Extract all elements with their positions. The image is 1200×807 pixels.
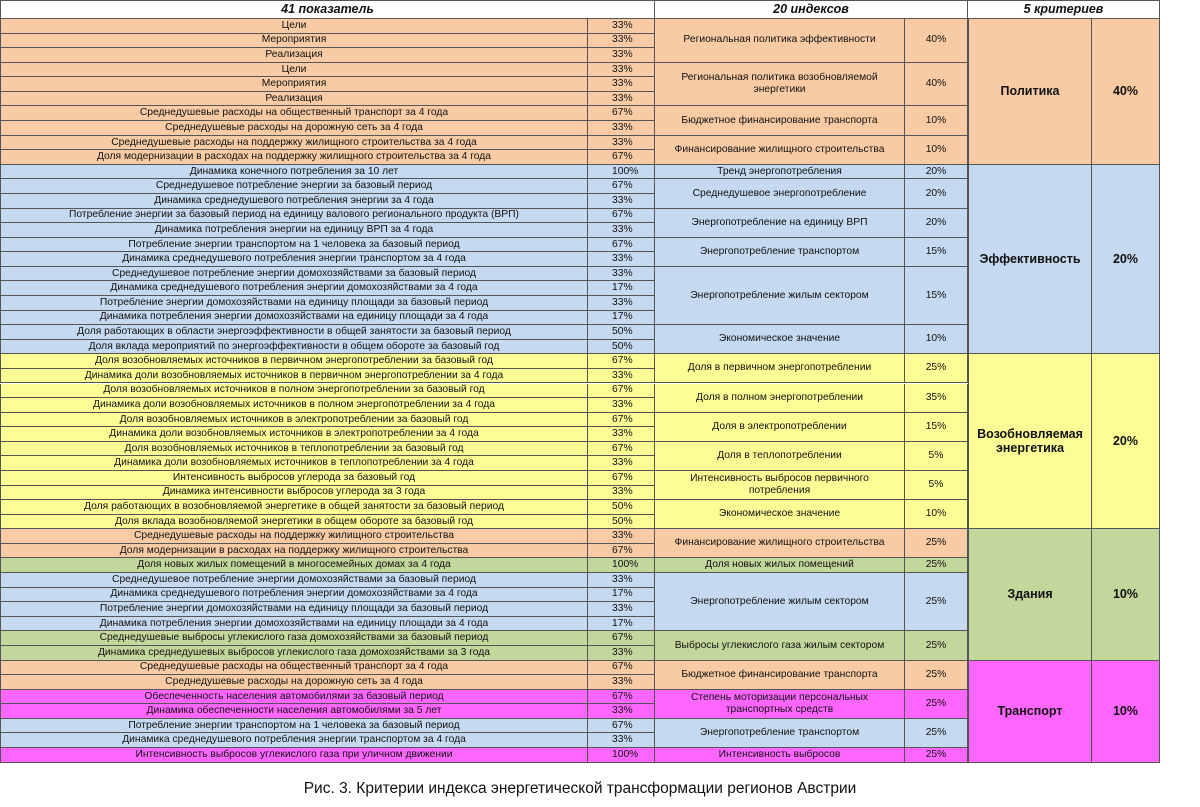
index-weight: 25% (905, 573, 968, 631)
indicator-weight: 33% (588, 646, 655, 661)
index-label: Доля в электропотреблении (655, 413, 905, 442)
indicator-weight: 33% (588, 704, 655, 719)
index-label: Региональная политика эффективности (655, 19, 905, 63)
index-weight: 20% (905, 165, 968, 180)
index-label: Энергопотребление на единицу ВРП (655, 209, 905, 238)
indicator-weight: 67% (588, 442, 655, 457)
indicator-label: Доля вклада мероприятий по энергоэффективности в общем обороте за базовый год (0, 340, 588, 355)
indicator-weight: 33% (588, 398, 655, 413)
index-label: Интенсивность выбросов первичного потребления (655, 471, 905, 500)
indicator-weight: 67% (588, 661, 655, 676)
index-weight: 15% (905, 267, 968, 325)
indicator-weight: 67% (588, 238, 655, 253)
indicator-label: Среднедушевое потребление энергии домохозяйствами за базовый период (0, 267, 588, 282)
indicator-weight: 33% (588, 252, 655, 267)
index-weight: 10% (905, 136, 968, 165)
index-weight: 10% (905, 325, 968, 354)
indicator-weight: 33% (588, 267, 655, 282)
indicator-weight: 100% (588, 165, 655, 180)
index-weight: 25% (905, 631, 968, 660)
indicator-weight: 33% (588, 121, 655, 136)
index-weight: 10% (905, 106, 968, 135)
indicator-weight: 17% (588, 281, 655, 296)
indicator-label: Потребление энергии домохозяйствами на единицу площади за базовый период (0, 602, 588, 617)
header-indicators: 41 показатель (0, 0, 655, 19)
indicator-label: Динамика потребления энергии домохозяйствами на единицу площади за 4 года (0, 617, 588, 632)
indicator-weight: 33% (588, 48, 655, 63)
criterion-label: Политика (968, 19, 1092, 165)
indicator-label: Среднедушевые расходы на поддержку жилищного строительства (0, 529, 588, 544)
index-label: Бюджетное финансирование транспорта (655, 106, 905, 135)
indicator-label: Доля модернизации в расходах на поддержку жилищного строительства за 4 года (0, 150, 588, 165)
indicator-label: Динамика конечного потребления за 10 лет (0, 165, 588, 180)
index-weight: 15% (905, 238, 968, 267)
index-label: Доля в первичном энергопотреблении (655, 354, 905, 383)
index-label: Региональная политика возобновляемой энергетики (655, 63, 905, 107)
indicator-weight: 100% (588, 558, 655, 573)
indicator-label: Потребление энергии транспортом на 1 человека за базовый период (0, 719, 588, 734)
indicator-label: Динамика среднедушевого потребления энергии домохозяйствами за 4 года (0, 281, 588, 296)
index-label: Доля в теплопотреблении (655, 442, 905, 471)
index-weight: 25% (905, 748, 968, 763)
indicator-label: Обеспеченность населения автомобилями за базовый период (0, 690, 588, 705)
indicator-weight: 33% (588, 34, 655, 49)
indicator-label: Динамика обеспеченности населения автомобилями за 5 лет (0, 704, 588, 719)
indicator-label: Интенсивность выбросов углерода за базовый год (0, 471, 588, 486)
indicator-label: Интенсивность выбросов углекислого газа при уличном движении (0, 748, 588, 763)
indicator-weight: 33% (588, 77, 655, 92)
indicator-weight: 33% (588, 19, 655, 34)
index-label: Экономическое значение (655, 500, 905, 529)
indicator-weight: 50% (588, 500, 655, 515)
indicator-label: Динамика доли возобновляемых источников в первичном энергопотреблении за 4 года (0, 369, 588, 384)
indicator-label: Динамика среднедушевого потребления энергии за 4 года (0, 194, 588, 209)
criterion-label: Транспорт (968, 661, 1092, 763)
index-label: Финансирование жилищного строительства (655, 136, 905, 165)
index-weight: 25% (905, 690, 968, 719)
indicator-label: Среднедушевые выбросы углекислого газа домохозяйствами за базовый период (0, 631, 588, 646)
index-weight: 25% (905, 529, 968, 558)
indicator-label: Доля новых жилых помещений в многосемейных домах за 4 года (0, 558, 588, 573)
indicator-weight: 33% (588, 733, 655, 748)
indicator-weight: 17% (588, 588, 655, 603)
indicator-weight: 67% (588, 413, 655, 428)
indicator-label: Динамика среднедушевого потребления энергии транспортом за 4 года (0, 733, 588, 748)
indicator-weight: 33% (588, 194, 655, 209)
index-label: Энергопотребление жилым сектором (655, 267, 905, 325)
indicator-label: Динамика среднедушевых выбросов углекислого газа домохозяйствами за 3 года (0, 646, 588, 661)
indicator-weight: 50% (588, 340, 655, 355)
index-label: Финансирование жилищного строительства (655, 529, 905, 558)
indicator-weight: 67% (588, 690, 655, 705)
indicator-label: Доля вклада возобновляемой энергетики в общем обороте за базовый год (0, 515, 588, 530)
indicator-label: Динамика интенсивности выбросов углерода за 3 года (0, 486, 588, 501)
index-weight: 40% (905, 19, 968, 63)
indicator-label: Потребление энергии домохозяйствами на единицу площади за базовый период (0, 296, 588, 311)
indicator-label: Доля возобновляемых источников в первичном энергопотреблении за базовый год (0, 354, 588, 369)
indicator-weight: 67% (588, 471, 655, 486)
indicator-label: Среднедушевое потребление энергии за базовый период (0, 179, 588, 194)
index-label: Бюджетное финансирование транспорта (655, 661, 905, 690)
indicator-weight: 33% (588, 427, 655, 442)
indicator-weight: 67% (588, 354, 655, 369)
indicator-weight: 33% (588, 573, 655, 588)
criterion-label: Эффективность (968, 165, 1092, 355)
indicator-label: Цели (0, 63, 588, 78)
index-label: Доля новых жилых помещений (655, 558, 905, 573)
index-weight: 5% (905, 471, 968, 500)
indicator-label: Потребление энергии за базовый период на единицу валового регионального продукта (ВРП) (0, 209, 588, 224)
indicator-weight: 33% (588, 63, 655, 78)
header-criteria: 5 критериев (968, 0, 1160, 19)
indicator-label: Среднедушевые расходы на дорожную сеть за 4 года (0, 675, 588, 690)
indicator-label: Мероприятия (0, 34, 588, 49)
criterion-label: Возобновляемая энергетика (968, 354, 1092, 529)
indicator-weight: 67% (588, 179, 655, 194)
indicator-weight: 33% (588, 529, 655, 544)
indicator-weight: 50% (588, 515, 655, 530)
indicator-weight: 100% (588, 748, 655, 763)
index-weight: 25% (905, 719, 968, 748)
indicator-label: Потребление энергии транспортом на 1 человека за базовый период (0, 238, 588, 253)
index-weight: 35% (905, 384, 968, 413)
indicator-label: Динамика среднедушевого потребления энергии домохозяйствами за 4 года (0, 588, 588, 603)
indicator-weight: 33% (588, 675, 655, 690)
indicator-weight: 17% (588, 311, 655, 326)
indicator-label: Динамика потребления энергии домохозяйствами на единицу площади за 4 года (0, 311, 588, 326)
index-weight: 25% (905, 661, 968, 690)
indicator-label: Реализация (0, 48, 588, 63)
index-label: Энергопотребление транспортом (655, 719, 905, 748)
criterion-weight: 10% (1092, 529, 1160, 660)
index-weight: 5% (905, 442, 968, 471)
criterion-label: Здания (968, 529, 1092, 660)
indicator-label: Динамика среднедушевого потребления энергии транспортом за 4 года (0, 252, 588, 267)
indicator-weight: 33% (588, 369, 655, 384)
header-indexes: 20 индексов (655, 0, 968, 19)
indicator-label: Среднедушевое потребление энергии домохозяйствами за базовый период (0, 573, 588, 588)
criterion-weight: 40% (1092, 19, 1160, 165)
index-label: Энергопотребление жилым сектором (655, 573, 905, 631)
indicator-weight: 67% (588, 150, 655, 165)
indicator-weight: 67% (588, 384, 655, 399)
indicator-label: Реализация (0, 92, 588, 107)
indicator-weight: 33% (588, 223, 655, 238)
indicator-weight: 33% (588, 486, 655, 501)
indicator-weight: 33% (588, 602, 655, 617)
criterion-weight: 10% (1092, 661, 1160, 763)
indicator-label: Мероприятия (0, 77, 588, 92)
indicator-label: Цели (0, 19, 588, 34)
index-weight: 20% (905, 209, 968, 238)
indicator-label: Доля возобновляемых источников в полном энергопотреблении за базовый год (0, 384, 588, 399)
index-label: Степень моторизации персональных транспортных средств (655, 690, 905, 719)
indicator-label: Динамика доли возобновляемых источников в полном энергопотреблении за 4 года (0, 398, 588, 413)
index-label: Энергопотребление транспортом (655, 238, 905, 267)
index-weight: 20% (905, 179, 968, 208)
indicator-label: Доля модернизации в расходах на поддержку жилищного строительства (0, 544, 588, 559)
criterion-weight: 20% (1092, 354, 1160, 529)
indicator-weight: 33% (588, 296, 655, 311)
indicator-label: Доля работающих в возобновляемой энергетике в общей занятости за базовый период (0, 500, 588, 515)
indicator-label: Среднедушевые расходы на общественный транспорт за 4 года (0, 661, 588, 676)
index-weight: 25% (905, 354, 968, 383)
index-label: Среднедушевое энергопотребление (655, 179, 905, 208)
indicator-weight: 17% (588, 617, 655, 632)
indicator-label: Доля работающих в области энергоэффективности в общей занятости за базовый период (0, 325, 588, 340)
indicator-weight: 33% (588, 136, 655, 151)
indicator-label: Среднедушевые расходы на дорожную сеть за 4 года (0, 121, 588, 136)
criterion-weight: 20% (1092, 165, 1160, 355)
index-label: Доля в полном энергопотреблении (655, 384, 905, 413)
indicator-weight: 67% (588, 106, 655, 121)
index-label: Тренд энергопотребления (655, 165, 905, 180)
indicator-weight: 67% (588, 631, 655, 646)
indicator-label: Динамика доли возобновляемых источников в теплопотреблении за 4 года (0, 456, 588, 471)
indicator-weight: 67% (588, 544, 655, 559)
figure-caption: Рис. 3. Критерии индекса энергетической трансформации регионов Австрии (303, 780, 857, 797)
indicator-weight: 33% (588, 456, 655, 471)
indicator-label: Среднедушевые расходы на общественный транспорт за 4 года (0, 106, 588, 121)
indicator-label: Среднедушевые расходы на поддержку жилищного строительства за 4 года (0, 136, 588, 151)
index-weight: 25% (905, 558, 968, 573)
indicator-weight: 67% (588, 209, 655, 224)
indicator-weight: 33% (588, 92, 655, 107)
indicator-weight: 50% (588, 325, 655, 340)
indicator-label: Динамика доли возобновляемых источников в электропотреблении за 4 года (0, 427, 588, 442)
index-weight: 15% (905, 413, 968, 442)
index-weight: 40% (905, 63, 968, 107)
index-label: Выбросы углекислого газа жилым сектором (655, 631, 905, 660)
indicator-label: Доля возобновляемых источников в теплопотреблении за базовый год (0, 442, 588, 457)
index-weight: 10% (905, 500, 968, 529)
indicator-weight: 67% (588, 719, 655, 734)
indicator-label: Динамика потребления энергии на единицу ВРП за 4 года (0, 223, 588, 238)
index-label: Экономическое значение (655, 325, 905, 354)
index-label: Интенсивность выбросов (655, 748, 905, 763)
indicator-label: Доля возобновляемых источников в электропотреблении за базовый год (0, 413, 588, 428)
